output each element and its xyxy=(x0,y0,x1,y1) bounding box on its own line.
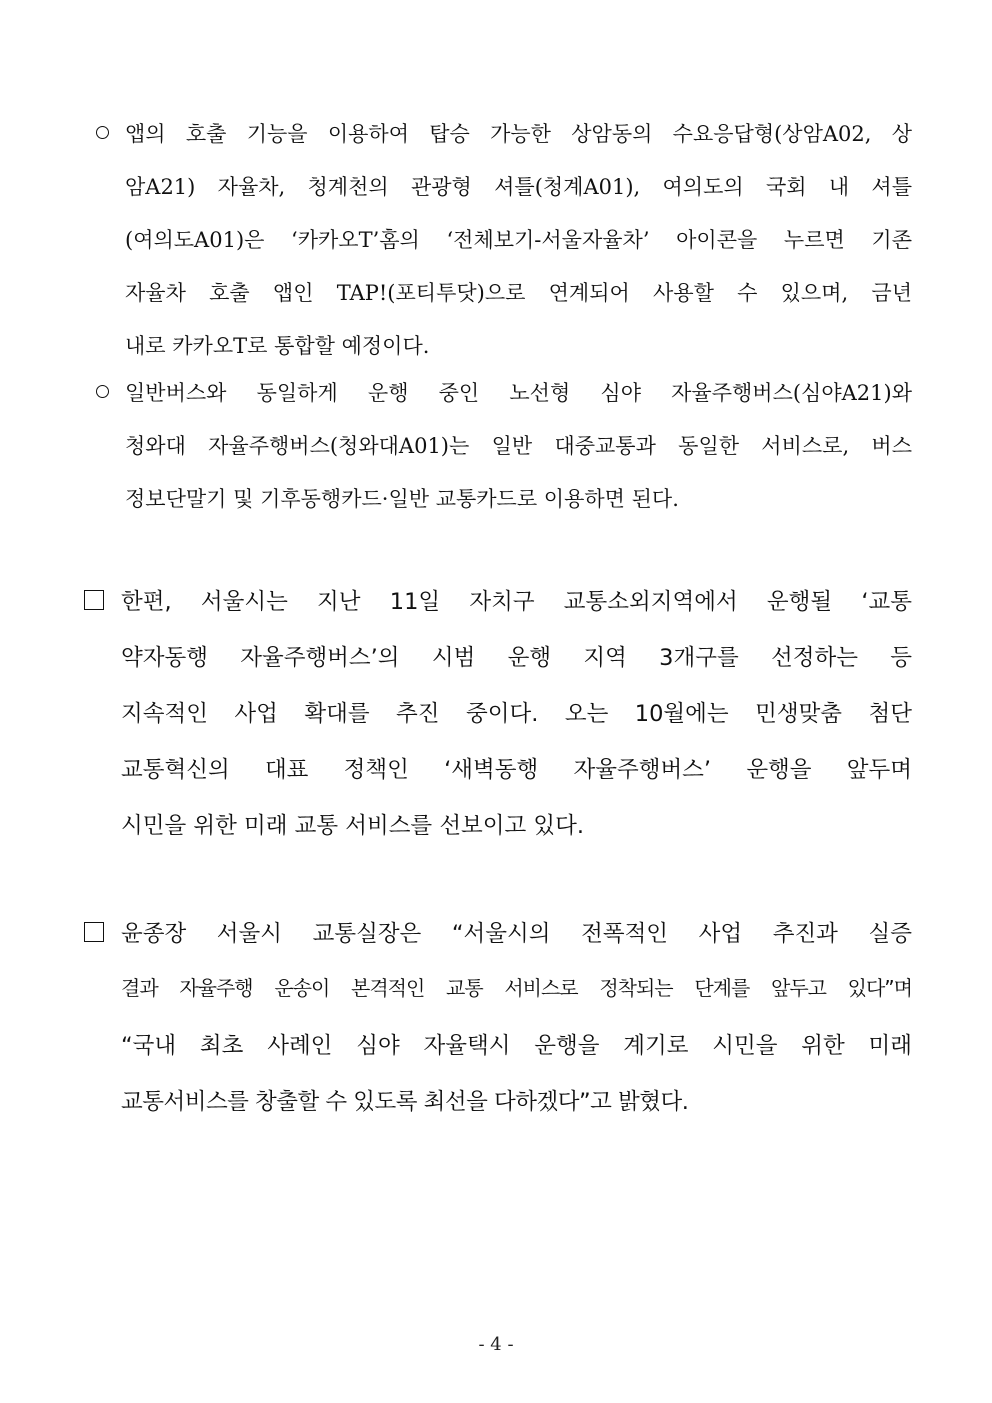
circle-bullet-icon xyxy=(96,126,109,139)
paragraph-line: 암A21) 자율차, 청계천의 관광형 셔틀(청계A01), 여의도의 국회 내 셔틀 xyxy=(125,175,912,199)
paragraph-line: 결과 자율주행 운송이 본격적인 교통 서비스로 정착되는 단계를 앞두고 있다”며 xyxy=(121,976,912,1000)
paragraph-line: 약자동행 자율주행버스’의 시범 운행 지역 3개구를 선정하는 등 xyxy=(121,645,912,671)
paragraph-line: 교통혁신의 대표 정책인 ‘새벽동행 자율주행버스’ 운행을 앞두며 xyxy=(121,757,912,783)
paragraph-line: 교통서비스를 창출할 수 있도록 최선을 다하겠다”고 밝혔다. xyxy=(121,1089,689,1115)
paragraph-line: 내로 카카오T로 통합할 예정이다. xyxy=(125,334,430,358)
circle-bullet-icon xyxy=(96,385,109,398)
paragraph-line: 윤종장 서울시 교통실장은 “서울시의 전폭적인 사업 추진과 실증 xyxy=(121,921,912,947)
paragraph-line: 자율차 호출 앱인 TAP!(포티투닷)으로 연계되어 사용할 수 있으며, 금년 xyxy=(125,281,912,305)
square-bullet-icon xyxy=(84,922,104,942)
paragraph-line: 앱의 호출 기능을 이용하여 탑승 가능한 상암동의 수요응답형(상암A02, 상 xyxy=(125,122,912,146)
paragraph-line: “국내 최초 사례인 심야 자율택시 운행을 계기로 시민을 위한 미래 xyxy=(121,1033,912,1059)
square-bullet-icon xyxy=(84,590,104,610)
page-number: - 4 - xyxy=(478,1334,514,1355)
paragraph-line: 청와대 자율주행버스(청와대A01)는 일반 대중교통과 동일한 서비스로, 버스 xyxy=(125,434,912,458)
paragraph-line: 일반버스와 동일하게 운행 중인 노선형 심야 자율주행버스(심야A21)와 xyxy=(125,381,912,405)
paragraph-line: (여의도A01)은 ‘카카오T’홈의 ‘전체보기-서울자율차’ 아이콘을 누르면 기존 xyxy=(125,228,912,252)
paragraph-line: 지속적인 사업 확대를 추진 중이다. 오는 10월에는 민생맞춤 첨단 xyxy=(121,701,912,727)
paragraph-line: 정보단말기 및 기후동행카드·일반 교통카드로 이용하면 된다. xyxy=(125,487,679,511)
paragraph-line: 시민을 위한 미래 교통 서비스를 선보이고 있다. xyxy=(121,813,585,839)
paragraph-line: 한편, 서울시는 지난 11일 자치구 교통소외지역에서 운행될 ‘교통 xyxy=(121,589,913,615)
